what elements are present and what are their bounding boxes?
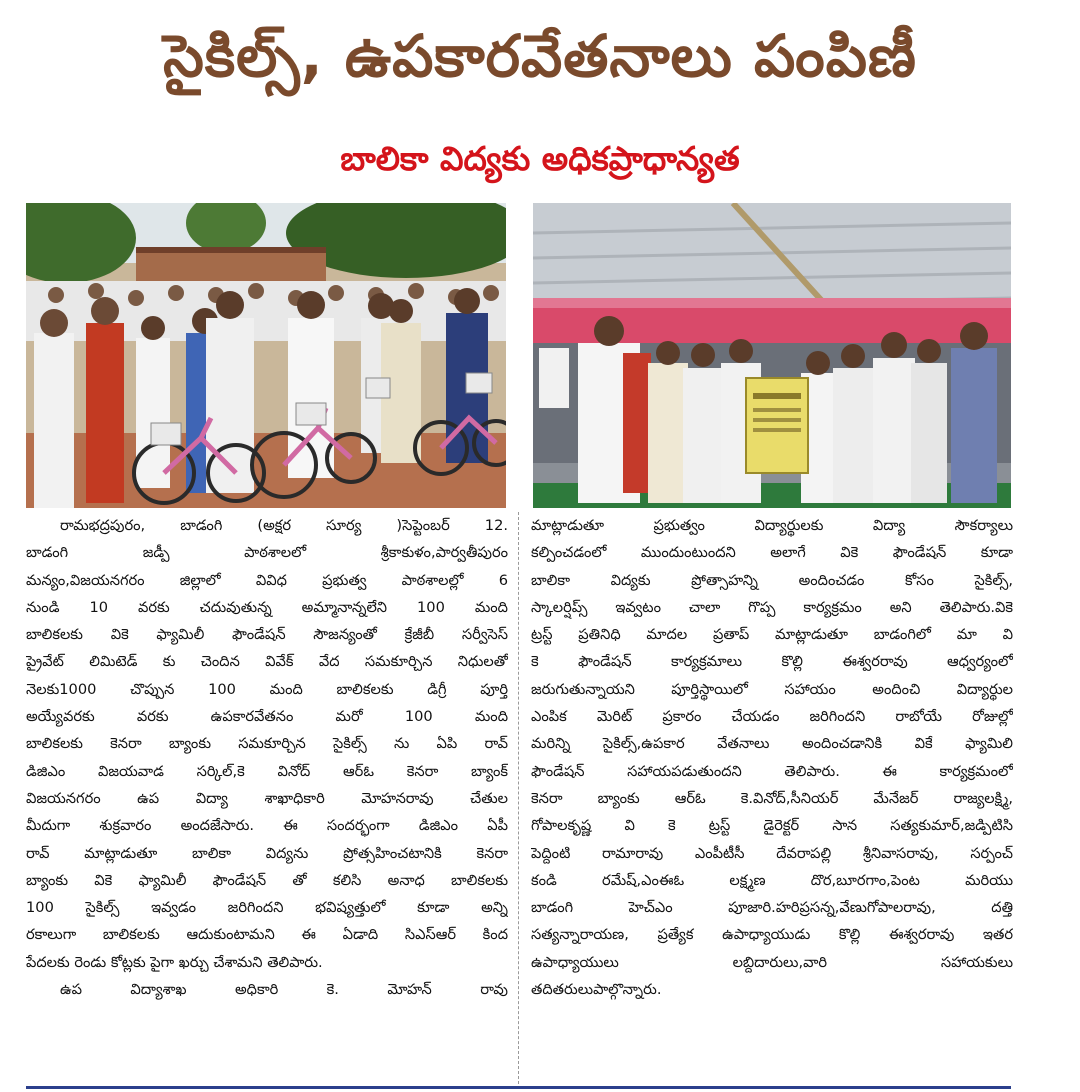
article-line: బాడంగి జడ్పీ పాఠశాలలో శ్రీకాకుళం,పార్వతీపురం: [26, 544, 508, 562]
article-line: 100 సైకిల్స్ ఇవ్వడం జరిగిందని భవిష్యత్తులో కూడా అన్ని: [26, 899, 508, 917]
article-column-left: [26, 512, 508, 1003]
article-line: రకాలుగా బాలికలకు ఆదుకుంటామని ఈ ఏడాది సిఎస్ఆర్ కింద: [26, 926, 508, 944]
column-divider: [518, 512, 520, 1084]
article-line: గోపాలకృష్ణ వి కె ట్రస్ట్ డైరెక్టర్ సాన సత్యకుమార్,జడ్పిటిసి: [531, 817, 1013, 835]
article-line: స్కాలర్షిప్స్ ఇవ్వటం చాలా గొప్ప కార్యక్రమం అని తెలిపారు.వికె: [531, 598, 1013, 616]
article-line: మన్యం,విజయనగరం జిల్లాలో వివిధ ప్రభుత్వ పాఠశాలల్లో 6: [26, 571, 508, 589]
article-line: డిజిఎం విజయవాడ సర్కిల్,కె వినోద్ ఆర్ఓ కెనరా బ్యాంక్: [26, 762, 508, 780]
photo-students-with-bicycles: [26, 203, 506, 508]
article-line: ప్రైవేట్ లిమిటెడ్ కు చెందిన వివేక్ వేద సమకూర్చిన నిధులతో: [26, 653, 508, 671]
article-line: ట్రస్ట్ ప్రతినిధి మాదల ప్రతాప్ మాట్లాడుతూ బాడంగిలో మా వి: [531, 626, 1013, 644]
article-line: తదితరులుపాల్గొన్నారు.: [531, 981, 662, 999]
article-line: ఉప విద్యాశాఖ అధికారి కె. మోహన్ రావు: [60, 981, 508, 999]
photo-stage-presentation: [533, 203, 1011, 508]
article-line: నుండి 10 వరకు చదువుతున్న అమ్మానాన్నలేని 100 మంది: [26, 598, 508, 616]
article-line: మాట్లాడుతూ ప్రభుత్వం విద్యార్థులకు విద్యా సౌకర్యాలు: [531, 517, 1013, 534]
article-line: కండి రమేష్,ఎంఈఓ లక్ష్మణ దొర,బూరగాం,పెంట మరియు: [531, 871, 1013, 889]
article-line: కె ఫౌండేషన్ కార్యక్రమాలు కొల్లి ఈశ్వరరావు ఆధ్వర్యంలో: [531, 653, 1013, 671]
bottom-rule: [26, 1086, 1011, 1089]
article-line: బాడంగి హెచ్ఎం పూజారి.హరిప్రసన్న,వేణుగోపాలరావు, దత్తి: [531, 899, 1013, 917]
subheadline: బాలికా విద్యకు అధికప్రాధాన్యత: [340, 139, 740, 178]
article-line: విజయనగరం ఉప విద్యా శాఖాధికారి మోహనరావు చేతుల: [26, 789, 508, 807]
article-line: ఎంపిక మెరిట్ ప్రకారం చేయడం జరిగిందని రాబోయే రోజుల్లో: [531, 708, 1013, 726]
article-line: మరిన్ని సైకిల్స్,ఉపకార వేతనాలు అందించడానికి వికే ఫ్యామిలి: [531, 735, 1013, 753]
article-line: బాలికలకు కెనరా బ్యాంకు సమకూర్చిన సైకిల్స్ ను ఏపి రావ్: [26, 735, 508, 753]
article-line: సత్యన్నారాయణ, ప్రత్యేక ఉపాధ్యాయుడు కొల్లి ఈశ్వరరావు ఇతర: [531, 926, 1013, 944]
article-line: ఫౌండేషన్ సహాయపడుతుందని తెలిపారు. ఈ కార్యక్రమంలో: [531, 762, 1013, 780]
article-line: అయ్యేవరకు వరకు ఉపకారవేతనం మరో 100 మంది: [26, 708, 508, 726]
article-line: రావ్ మాట్లాడుతూ బాలికా విద్యను ప్రోత్సహించటానికి కెనరా: [26, 844, 508, 862]
article-column-right: [531, 512, 1013, 1003]
headline: సైకిల్స్, ఉపకారవేతనాలు పంపిణీ: [163, 22, 917, 90]
article-line: పేదలకు రెండు కోట్లకు పైగా ఖర్చు చేశామని తెలిపారు.: [26, 953, 323, 971]
article-line: కల్పించడంలో ముందుంటుందని అలాగే వికె ఫౌండేషన్ కూడా: [531, 544, 1013, 562]
article-line: బ్యాంకు వికె ఫ్యామిలీ ఫౌండేషన్ తో కలిసి అనాధ బాలికలకు: [26, 871, 508, 889]
article-line: నెలకు1000 చొప్పున 100 మంది బాలికలకు డిగ్రీ పూర్తి: [26, 680, 508, 698]
article-line: రామభద్రపురం, బాడంగి (అక్షర సూర్య )సెప్టెంబర్ 12.: [60, 517, 508, 534]
article-line: బాలికా విద్యకు ప్రోత్సాహన్ని అందించడం కోసం సైకిల్స్,: [531, 571, 1013, 589]
article-line: ఉపాధ్యాయులు లబ్దిదారులు,వారి సహాయకులు: [531, 953, 1013, 971]
article-line: మీదుగా శుక్రవారం అందజేసారు. ఈ సందర్భంగా డిజిఎం ఏపీ: [26, 817, 508, 835]
article-line: పెద్దింటి రామారావు ఎంపీటీసీ దేవరాపల్లి శ్రీనివాసరావు, సర్పంచ్: [531, 844, 1013, 862]
article-line: బాలికలకు వికె ఫ్యామిలీ ఫౌండేషన్ సౌజన్యంతో క్రేజీబీ సర్వీసెస్: [26, 626, 508, 644]
article-line: జరుగుతున్నాయని పూర్తిస్థాయిలో సహాయం అందించి విద్యార్థుల: [531, 680, 1013, 698]
article-line: కెనరా బ్యాంకు ఆర్ఓ కె.వినోద్,సీనియర్ మేనేజర్ రాజ్యలక్ష్మి,: [531, 789, 1013, 807]
